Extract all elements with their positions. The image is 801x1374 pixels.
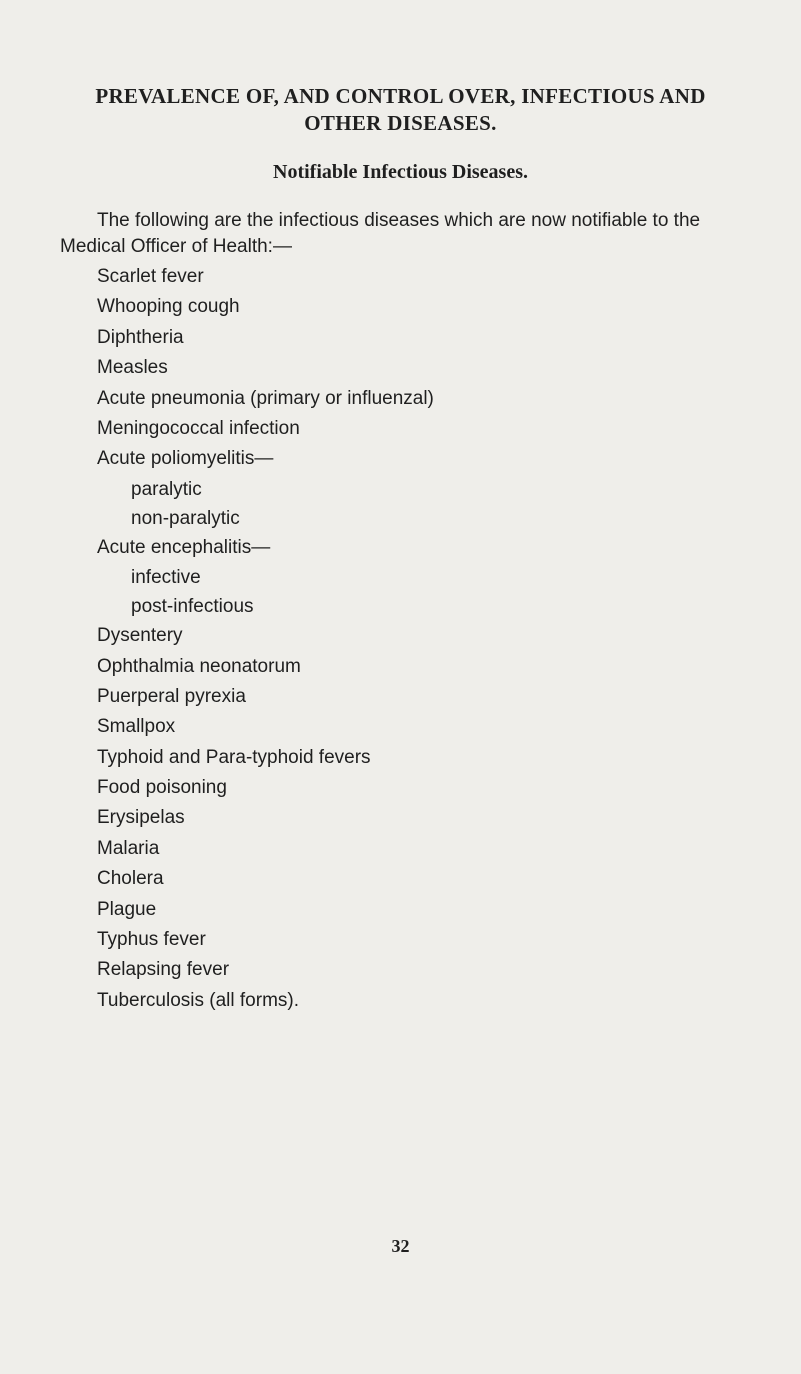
list-item: Tuberculosis (all forms). bbox=[97, 989, 300, 1011]
disease-list bbox=[97, 262, 434, 1016]
section-subheading: Notifiable Infectious Diseases. bbox=[273, 161, 528, 183]
list-subitem: post-infectious bbox=[131, 596, 254, 618]
heading-line-1: PREVALENCE OF, AND CONTROL OVER, INFECTIOUS AND bbox=[95, 84, 706, 108]
page-number: 32 bbox=[391, 1236, 410, 1256]
list-item: Acute pneumonia (primary or influenzal) bbox=[97, 387, 434, 409]
list-item: Acute poliomyelitis— bbox=[97, 448, 274, 470]
list-item: Dysentery bbox=[97, 625, 183, 647]
list-item: Cholera bbox=[97, 868, 164, 890]
list-item: Smallpox bbox=[97, 716, 176, 738]
list-item: Diphtheria bbox=[97, 326, 184, 348]
page-heading bbox=[40, 83, 761, 137]
list-item: Plague bbox=[97, 898, 157, 920]
list-item: Puerperal pyrexia bbox=[97, 685, 246, 707]
list-item: Acute encephalitis— bbox=[97, 536, 271, 558]
list-item: Erysipelas bbox=[97, 807, 185, 829]
list-subitem: paralytic bbox=[131, 478, 202, 500]
heading-line-2: OTHER DISEASES. bbox=[304, 111, 497, 135]
list-item: Whooping cough bbox=[97, 296, 240, 318]
list-item: Measles bbox=[97, 357, 168, 379]
list-item: Typhus fever bbox=[97, 929, 206, 951]
intro-paragraph: The following are the infectious diseases which are now notifiable to the Medical Officer of Health:— bbox=[60, 210, 701, 257]
list-item: Typhoid and Para-typhoid fevers bbox=[97, 746, 371, 768]
list-item: Relapsing fever bbox=[97, 959, 230, 981]
list-item: Ophthalmia neonatorum bbox=[97, 655, 301, 677]
list-item: Food poisoning bbox=[97, 777, 227, 799]
list-item: Meningococcal infection bbox=[97, 417, 300, 439]
list-subitem: infective bbox=[131, 567, 201, 589]
list-subitem: non-paralytic bbox=[131, 507, 240, 529]
list-item: Scarlet fever bbox=[97, 266, 204, 287]
list-item: Malaria bbox=[97, 837, 160, 859]
